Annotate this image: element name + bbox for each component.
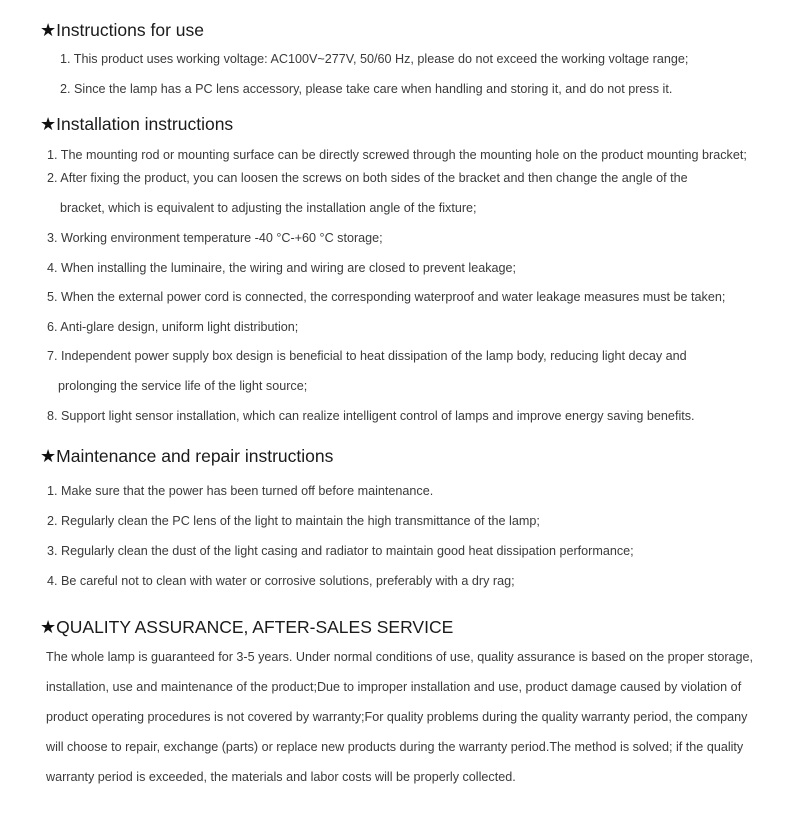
install-line-4: 4. When installing the luminaire, the wiring and wiring are closed to prevent leakage; — [47, 261, 517, 275]
maintenance-line-1: 1. Make sure that the power has been turned off before maintenance. — [47, 484, 434, 498]
maintenance-line-4: 4. Be careful not to clean with water or corrosive solutions, preferably with a dry rag; — [47, 574, 515, 588]
install-line-7: 7. Independent power supply box design is beneficial to heat dissipation of the lamp body, reducing light decay and — [47, 349, 687, 363]
heading-quality-assurance: ★QUALITY ASSURANCE, AFTER-SALES SERVICE — [40, 617, 454, 637]
star-icon: ★ — [40, 114, 57, 134]
star-icon: ★ — [40, 446, 57, 466]
install-line-5: 5. When the external power cord is connected, the corresponding waterproof and water leakage measures must be taken; — [47, 290, 726, 304]
star-icon: ★ — [40, 617, 57, 637]
maintenance-line-3: 3. Regularly clean the dust of the light casing and radiator to maintain good heat dissipation performance; — [47, 544, 634, 558]
heading-maintenance-instructions: ★Maintenance and repair instructions — [40, 446, 334, 466]
quality-line-3: product operating procedures is not covered by warranty;For quality problems during the quality warranty period, the company — [46, 710, 748, 724]
quality-line-2: installation, use and maintenance of the product;Due to improper installation and use, product damage caused by violation of — [46, 680, 742, 694]
install-line-1: 1. The mounting rod or mounting surface can be directly screwed through the mounting hole on the product mounting bracket; — [47, 148, 747, 162]
install-line-3: 3. Working environment temperature -40 °C-+60 °C storage; — [47, 231, 383, 245]
install-line-7-cont: prolonging the service life of the light source; — [58, 379, 308, 393]
install-line-6: 6. Anti-glare design, uniform light distribution; — [47, 320, 299, 334]
use-line-2: 2. Since the lamp has a PC lens accessory, please take care when handling and storing it, and do not press it. — [60, 82, 673, 96]
install-line-2-cont: bracket, which is equivalent to adjusting the installation angle of the fixture; — [60, 201, 477, 215]
heading-installation-instructions: ★Installation instructions — [40, 114, 234, 134]
quality-line-4: will choose to repair, exchange (parts) or replace new products during the warranty period.The method is solved; if the quality — [46, 740, 744, 754]
use-line-1: 1. This product uses working voltage: AC100V~277V, 50/60 Hz, please do not exceed the working voltage range; — [60, 52, 689, 66]
install-line-2: 2. After fixing the product, you can loosen the screws on both sides of the bracket and then change the angle of the — [47, 171, 688, 185]
quality-line-5: warranty period is exceeded, the materials and labor costs will be properly collected. — [46, 770, 516, 784]
star-icon: ★ — [40, 20, 57, 40]
quality-line-1: The whole lamp is guaranteed for 3-5 years. Under normal conditions of use, quality assurance is based on the proper storage, — [46, 650, 754, 664]
install-line-8: 8. Support light sensor installation, which can realize intelligent control of lamps and improve energy saving benefits. — [47, 409, 695, 423]
heading-instructions-for-use: ★Instructions for use — [40, 20, 204, 40]
maintenance-line-2: 2. Regularly clean the PC lens of the light to maintain the high transmittance of the lamp; — [47, 514, 540, 528]
